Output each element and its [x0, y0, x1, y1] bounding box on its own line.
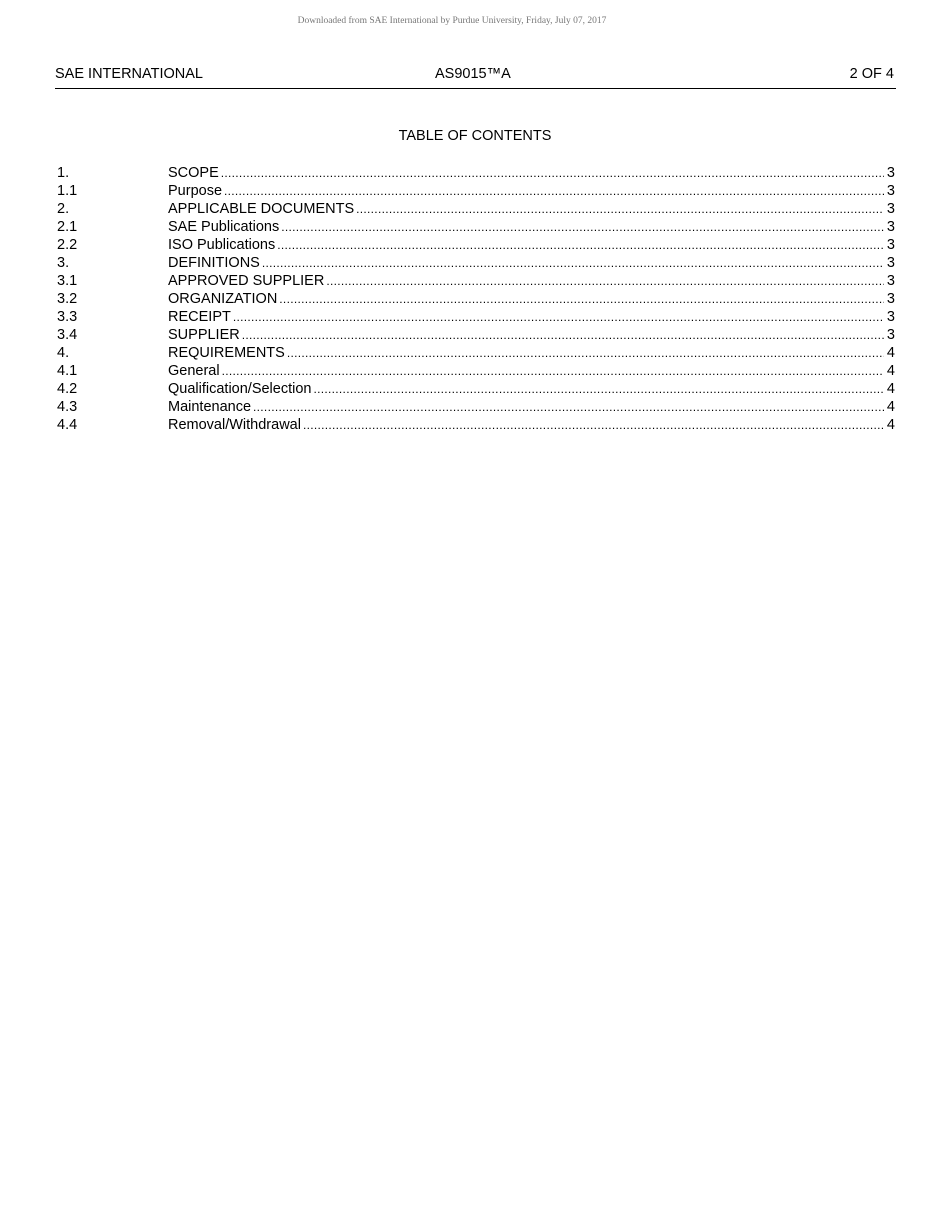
toc-entry[interactable]	[57, 308, 895, 326]
toc-entry[interactable]	[57, 380, 895, 398]
toc-entry-page: 4	[886, 417, 895, 433]
toc-leader-dots	[277, 236, 884, 254]
header-org: SAE INTERNATIONAL	[55, 66, 203, 82]
toc-entry[interactable]	[57, 416, 895, 434]
toc-entry-title: SAE Publications	[168, 219, 280, 235]
toc-entry[interactable]	[57, 182, 895, 200]
toc-entry-number: 3.1	[57, 273, 78, 289]
toc-leader-dots	[224, 182, 884, 200]
toc-entry-title: Qualification/Selection	[168, 381, 312, 397]
toc-entry-title: SCOPE	[168, 165, 219, 181]
toc-entry-page: 3	[886, 273, 895, 289]
toc-entry-page: 3	[886, 309, 895, 325]
toc-entry-number: 3.2	[57, 291, 78, 307]
toc-leader-dots	[326, 272, 884, 290]
toc-entry-number: 4.	[57, 345, 70, 361]
toc-entry-title: RECEIPT	[168, 309, 231, 325]
toc-entry-page: 3	[886, 201, 895, 217]
toc-entry-number: 1.1	[57, 183, 78, 199]
toc-entry[interactable]	[57, 290, 895, 308]
toc-leader-dots	[356, 200, 884, 218]
toc-entry-page: 3	[886, 183, 895, 199]
toc-entry-number: 3.3	[57, 309, 78, 325]
toc-entry-title: ISO Publications	[168, 237, 276, 253]
toc-entry-page: 3	[886, 219, 895, 235]
toc-entry-number: 3.4	[57, 327, 78, 343]
toc-entry-page: 3	[886, 237, 895, 253]
toc-entry-title: DEFINITIONS	[168, 255, 260, 271]
toc-entry-title: Purpose	[168, 183, 223, 199]
header-doc-id: AS9015™A	[435, 66, 511, 82]
toc-entry[interactable]	[57, 200, 895, 218]
toc-entry-page: 3	[886, 291, 895, 307]
toc-leader-dots	[262, 254, 884, 272]
toc-leader-dots	[279, 290, 884, 308]
toc-entry-number: 3.	[57, 255, 70, 271]
table-of-contents	[57, 164, 895, 434]
toc-entry-number: 4.1	[57, 363, 78, 379]
toc-entry-title: REQUIREMENTS	[168, 345, 285, 361]
toc-leader-dots	[287, 344, 884, 362]
toc-entry[interactable]	[57, 344, 895, 362]
toc-entry[interactable]	[57, 236, 895, 254]
toc-entry-page: 4	[886, 381, 895, 397]
toc-entry[interactable]	[57, 218, 895, 236]
toc-entry[interactable]	[57, 272, 895, 290]
toc-entry-number: 4.2	[57, 381, 78, 397]
toc-leader-dots	[222, 362, 884, 380]
toc-entry-number: 2.2	[57, 237, 78, 253]
toc-entry-page: 3	[886, 327, 895, 343]
toc-leader-dots	[242, 326, 884, 344]
toc-entry-title: General	[168, 363, 220, 379]
header-page-number: 2 OF 4	[849, 66, 894, 82]
toc-entry-page: 4	[886, 345, 895, 361]
toc-leader-dots	[303, 416, 884, 434]
toc-title: TABLE OF CONTENTS	[398, 128, 552, 144]
toc-entry-title: APPROVED SUPPLIER	[168, 273, 325, 289]
toc-leader-dots	[253, 398, 884, 416]
toc-entry-number: 4.3	[57, 399, 78, 415]
toc-entry-number: 4.4	[57, 417, 78, 433]
toc-entry-title: Maintenance	[168, 399, 252, 415]
toc-entry[interactable]	[57, 326, 895, 344]
toc-leader-dots	[281, 218, 884, 236]
toc-entry[interactable]	[57, 398, 895, 416]
toc-entry-page: 4	[886, 363, 895, 379]
toc-entry[interactable]	[57, 362, 895, 380]
toc-leader-dots	[221, 164, 884, 182]
download-watermark: Downloaded from SAE International by Purdue University, Friday, July 07, 2017	[297, 16, 607, 26]
toc-entry-title: Removal/Withdrawal	[168, 417, 301, 433]
page-header	[55, 66, 896, 89]
toc-entry-title: SUPPLIER	[168, 327, 240, 343]
toc-entry[interactable]	[57, 254, 895, 272]
toc-entry-number: 2.1	[57, 219, 78, 235]
toc-entry-title: APPLICABLE DOCUMENTS	[168, 201, 355, 217]
toc-entry-page: 3	[886, 165, 895, 181]
toc-entry-number: 2.	[57, 201, 70, 217]
toc-entry-page: 4	[886, 399, 895, 415]
toc-entry-title: ORGANIZATION	[168, 291, 278, 307]
toc-entry[interactable]	[57, 164, 895, 182]
toc-leader-dots	[233, 308, 884, 326]
toc-entry-number: 1.	[57, 165, 70, 181]
toc-leader-dots	[313, 380, 883, 398]
toc-entry-page: 3	[886, 255, 895, 271]
